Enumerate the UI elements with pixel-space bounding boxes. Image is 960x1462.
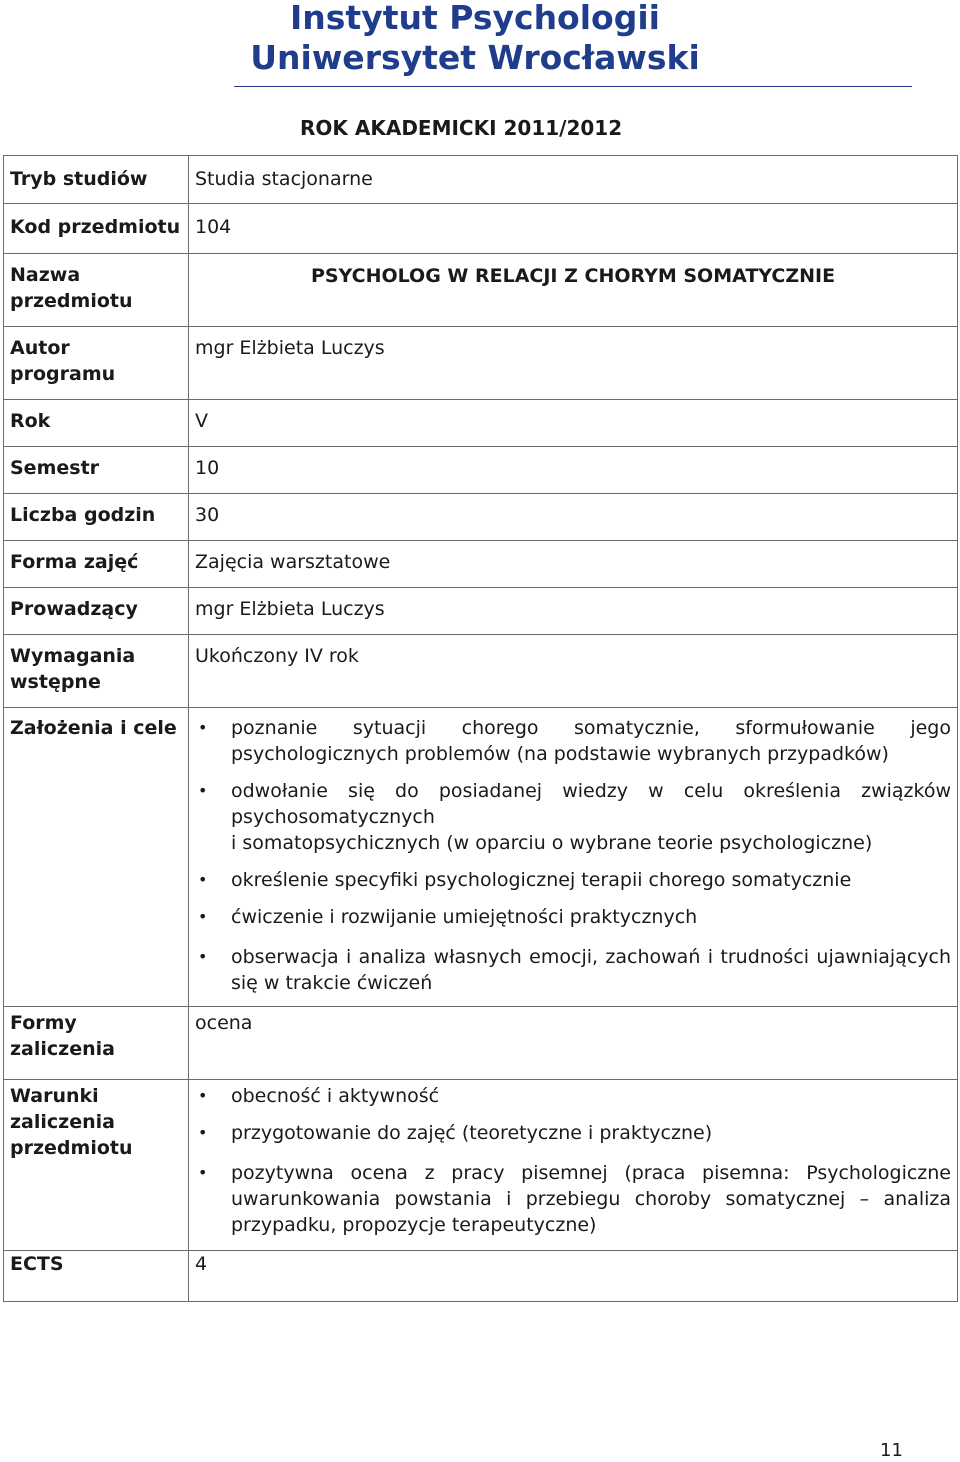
- value-text: ocena: [195, 1012, 253, 1034]
- label-kod: [4, 204, 189, 254]
- university-name: Uniwersytet Wrocławski: [250, 38, 700, 77]
- list-item-text: obserwacja i analiza własnych emocji, zachowań i trudności ujawniających się w trakcie ćwiczeń: [231, 946, 951, 994]
- value-forma: [189, 541, 958, 588]
- label-text: zaliczenia: [10, 1111, 115, 1133]
- label-text: Forma zajęć: [10, 551, 139, 573]
- label-rok: [4, 400, 189, 447]
- institute-name: Instytut Psychologii: [290, 0, 660, 37]
- label-zalozenia: [4, 708, 189, 1007]
- list-item: [195, 1160, 951, 1238]
- list-item: [195, 715, 951, 767]
- row-godziny: [4, 494, 958, 541]
- row-forma: [4, 541, 958, 588]
- value-text: 10: [195, 457, 220, 479]
- value-text: mgr Elżbieta Luczys: [195, 337, 385, 359]
- list-item-text: określenie specyfiki psychologicznej terapii chorego somatycznie: [231, 869, 852, 891]
- value-text: 30: [195, 504, 220, 526]
- page-number: 11: [880, 1440, 903, 1461]
- row-wymagania: [4, 635, 958, 708]
- value-warunki: [189, 1080, 958, 1251]
- label-text: Prowadzący: [10, 598, 138, 620]
- row-warunki: [4, 1080, 958, 1251]
- row-ects: [4, 1251, 958, 1302]
- label-text: Wymagania: [10, 645, 136, 667]
- row-formy: [4, 1007, 958, 1080]
- course-title: [189, 254, 958, 327]
- list-item: [195, 904, 951, 930]
- row-rok: [4, 400, 958, 447]
- label-prowadzacy: [4, 588, 189, 635]
- row-tryb: [4, 156, 958, 204]
- value-rok: [189, 400, 958, 447]
- label-formy: [4, 1007, 189, 1080]
- list-item: [195, 1083, 951, 1109]
- label-wymagania: [4, 635, 189, 708]
- list-item: [195, 778, 951, 830]
- label-text: Liczba godzin: [10, 504, 156, 526]
- list-item: [195, 1120, 951, 1146]
- header-divider: [234, 86, 912, 87]
- label-text: przedmiotu: [10, 1137, 133, 1159]
- value-semestr: [189, 447, 958, 494]
- value-wymagania: [189, 635, 958, 708]
- value-autor: [189, 327, 958, 400]
- label-warunki: [4, 1080, 189, 1251]
- value-zalozenia: [189, 708, 958, 1007]
- value-ects: [189, 1251, 958, 1302]
- value-text: Studia stacjonarne: [195, 168, 373, 190]
- goals-list: [195, 715, 951, 830]
- label-text: Autor: [10, 337, 70, 359]
- list-item: [195, 944, 951, 996]
- academic-year: ROK AKADEMICKI 2011/2012: [300, 116, 623, 140]
- requirements-list: [195, 1083, 951, 1238]
- label-tryb: [4, 156, 189, 204]
- label-text: Kod przedmiotu: [10, 216, 181, 238]
- list-item-text: obecność i aktywność: [231, 1085, 440, 1107]
- value-tryb: [189, 156, 958, 204]
- label-text: Tryb studiów: [10, 168, 148, 190]
- label-autor: [4, 327, 189, 400]
- label-text: Semestr: [10, 457, 100, 479]
- value-text: mgr Elżbieta Luczys: [195, 598, 385, 620]
- list-item-text: i somatopsychicznych (w oparciu o wybrane teorie psychologiczne): [231, 832, 873, 854]
- goals-list-continued: [195, 867, 951, 996]
- row-autor: [4, 327, 958, 400]
- label-text: Formy: [10, 1012, 77, 1034]
- label-text: Rok: [10, 410, 51, 432]
- row-kod: [4, 204, 958, 254]
- value-text: Ukończony IV rok: [195, 645, 359, 667]
- list-item: [195, 867, 951, 893]
- row-prowadzacy: [4, 588, 958, 635]
- label-forma: [4, 541, 189, 588]
- row-nazwa: [4, 254, 958, 327]
- row-semestr: [4, 447, 958, 494]
- label-text: Nazwa: [10, 264, 81, 286]
- label-nazwa: [4, 254, 189, 327]
- value-text: 104: [195, 216, 232, 238]
- value-formy: [189, 1007, 958, 1080]
- list-item-text: przygotowanie do zajęć (teoretyczne i praktyczne): [231, 1122, 713, 1144]
- label-text: Założenia i cele: [10, 717, 177, 739]
- label-text: ECTS: [10, 1253, 64, 1275]
- label-ects: [4, 1251, 189, 1302]
- list-item-text: odwołanie się do posiadanej wiedzy w celu określenia związków psychosomatycznych: [231, 780, 951, 828]
- label-text: programu: [10, 363, 116, 385]
- label-semestr: [4, 447, 189, 494]
- label-godziny: [4, 494, 189, 541]
- label-text: przedmiotu: [10, 290, 133, 312]
- value-text: PSYCHOLOG W RELACJI Z CHORYM SOMATYCZNIE: [310, 265, 836, 287]
- value-text: 4: [195, 1253, 208, 1275]
- label-text: Warunki: [10, 1085, 99, 1107]
- label-text: wstępne: [10, 671, 101, 693]
- list-item-text: ćwiczenie i rozwijanie umiejętności praktycznych: [231, 906, 698, 928]
- label-text: zaliczenia: [10, 1038, 115, 1060]
- value-kod: [189, 204, 958, 254]
- list-item-text: poznanie sytuacji chorego somatycznie, sformułowanie jego psychologicznych problemów (na podstawie wybranych przypadków): [231, 717, 951, 765]
- list-continuation: [195, 830, 951, 856]
- course-syllabus-table: [3, 155, 958, 1302]
- value-text: V: [195, 410, 208, 432]
- value-godziny: [189, 494, 958, 541]
- row-zalozenia: [4, 708, 958, 1007]
- value-text: Zajęcia warsztatowe: [195, 551, 391, 573]
- list-item-text: pozytywna ocena z pracy pisemnej (praca pisemna: Psychologiczne uwarunkowania powstania i przebiegu choroby somatycznej – analiza przypadku, propozycje terapeutyczne): [231, 1162, 951, 1236]
- value-prowadzacy: [189, 588, 958, 635]
